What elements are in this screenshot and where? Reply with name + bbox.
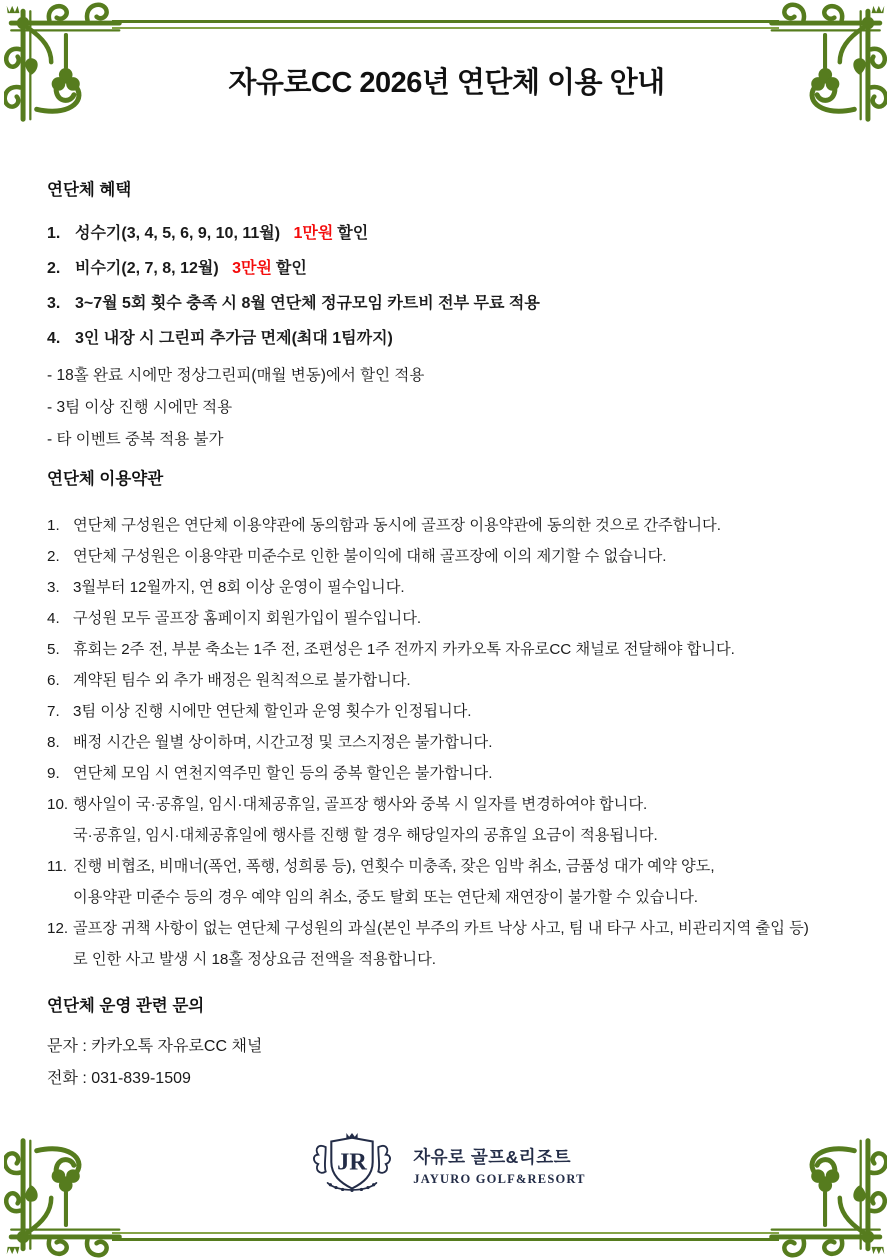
term-line: 골프장 귀책 사항이 없는 연단체 구성원의 과실(본인 부주의 카트 낙상 사고, 팀 내 타구 사고, 비관리지역 출입 등) xyxy=(73,920,809,937)
term-item xyxy=(47,634,846,665)
contact-lines xyxy=(47,1031,846,1095)
page-title: 자유로CC 2026년 연단체 이용 안내 xyxy=(228,67,665,99)
bottom-border-rule-dark xyxy=(112,1238,779,1241)
term-number: 6. xyxy=(47,672,60,689)
benefit-highlight: 3만원 xyxy=(232,260,272,277)
benefit-item-3 xyxy=(47,293,846,315)
term-text xyxy=(73,789,846,851)
benefit-notes xyxy=(47,360,846,456)
term-item xyxy=(47,696,846,727)
term-text: 연단체 구성원은 이용약관 미준수로 인한 불이익에 대해 골프장에 이의 제기할 수 없습니다. xyxy=(73,548,667,565)
term-number: 9. xyxy=(47,765,60,782)
term-number: 5. xyxy=(47,641,60,658)
term-number: 3. xyxy=(47,579,60,596)
benefits-heading: 연단체 혜택 xyxy=(47,181,132,199)
document-content xyxy=(0,60,891,1095)
term-item xyxy=(47,665,846,696)
term-text: 배정 시간은 월별 상이하며, 시간고정 및 코스지정은 불가합니다. xyxy=(73,734,493,751)
benefit-item-2 xyxy=(47,258,846,280)
footer-brand xyxy=(0,1132,891,1198)
benefit-note: - 18홀 완료 시에만 정상그린피(매월 변동)에서 할인 적용 xyxy=(47,367,425,384)
benefit-item-text: 3~7월 5회 횟수 충족 시 8월 연단체 정규모임 카트비 전부 무료 적용 xyxy=(75,295,540,312)
term-number: 12. xyxy=(47,920,69,937)
term-item xyxy=(47,603,846,634)
term-text: 3팀 이상 진행 시에만 연단체 할인과 운영 횟수가 인정됩니다. xyxy=(73,703,472,720)
terms-heading: 연단체 이용약관 xyxy=(47,470,164,488)
benefit-note: - 타 이벤트 중복 적용 불가 xyxy=(47,431,224,448)
contact-kakao-line: 문자 : 카카오톡 자유로CC 채널 xyxy=(47,1038,263,1055)
term-item xyxy=(47,851,846,913)
benefit-item-number: 2. xyxy=(47,260,61,277)
term-number: 1. xyxy=(47,517,60,534)
term-text: 3월부터 12월까지, 연 8회 이상 운영이 필수입니다. xyxy=(73,579,405,596)
term-number: 7. xyxy=(47,703,60,720)
contact-phone-line: 전화 : 031-839-1509 xyxy=(47,1070,191,1087)
term-item xyxy=(47,727,846,758)
jayuro-crest-icon xyxy=(305,1132,399,1198)
term-text: 구성원 모두 골프장 홈페이지 회원가입이 필수입니다. xyxy=(73,610,422,627)
brand-text xyxy=(413,1144,585,1187)
benefit-item-4 xyxy=(47,328,846,350)
term-item xyxy=(47,758,846,789)
term-number: 11. xyxy=(47,858,67,875)
term-text: 연단체 모임 시 연천지역주민 할인 등의 중복 할인은 불가합니다. xyxy=(73,765,493,782)
term-text: 계약된 팀수 외 추가 배정은 원칙적으로 불가합니다. xyxy=(73,672,411,689)
term-line-continued: 이용약관 미준수 등의 경우 예약 임의 취소, 중도 탈회 또는 연단체 재연장이 불가할 수 있습니다. xyxy=(73,889,699,906)
contact-heading: 연단체 운영 관련 문의 xyxy=(47,997,205,1015)
term-text: 연단체 구성원은 연단체 이용약관에 동의함과 동시에 골프장 이용약관에 동의한 것으로 간주합니다. xyxy=(73,517,721,534)
benefit-note: - 3팀 이상 진행 시에만 적용 xyxy=(47,399,233,416)
term-line: 진행 비협조, 비매너(폭언, 폭행, 성희롱 등), 연횟수 미충족, 잦은 임박 취소, 금품성 대가 예약 양도, xyxy=(73,858,715,875)
term-line: 행사일이 국·공휴일, 임시·대체공휴일, 골프장 행사와 중복 시 일자를 변경하여야 합니다. xyxy=(73,796,648,813)
term-item xyxy=(47,789,846,851)
term-number: 10. xyxy=(47,796,69,813)
benefit-item-text: 비수기(2, 7, 8, 12월) xyxy=(75,260,224,277)
term-text xyxy=(73,851,846,913)
benefit-item-number: 4. xyxy=(47,330,61,347)
term-number: 4. xyxy=(47,610,60,627)
crest-monogram: JR xyxy=(337,1148,368,1176)
bottom-border-rule-light xyxy=(112,1232,779,1234)
top-border-rule-light xyxy=(112,27,779,29)
brand-name-english: JAYURO GOLF&RESORT xyxy=(413,1171,586,1186)
benefit-item-1 xyxy=(47,223,846,245)
benefit-item-number: 1. xyxy=(47,225,61,242)
benefit-item-suffix: 할인 xyxy=(337,225,369,242)
benefit-item-text: 3인 내장 시 그린피 추가금 면제(최대 1팀까지) xyxy=(75,330,393,347)
term-number: 2. xyxy=(47,548,60,565)
term-item xyxy=(47,541,846,572)
term-item xyxy=(47,572,846,603)
benefit-item-text: 성수기(3, 4, 5, 6, 9, 10, 11월) xyxy=(75,225,285,242)
benefit-highlight: 1만원 xyxy=(293,225,334,242)
term-line-continued: 국·공휴일, 임시·대체공휴일에 행사를 진행 할 경우 해당일자의 공휴일 요금이 적용됩니다. xyxy=(73,827,658,844)
term-line-continued: 로 인한 사고 발생 시 18홀 정상요금 전액을 적용합니다. xyxy=(73,951,436,968)
benefit-item-number: 3. xyxy=(47,295,61,312)
benefit-item-suffix: 할인 xyxy=(275,260,307,277)
brand-name-korean: 자유로 골프&리조트 xyxy=(413,1146,572,1167)
term-item xyxy=(47,510,846,541)
top-border-rule-dark xyxy=(112,20,779,23)
term-item xyxy=(47,913,846,975)
term-text xyxy=(73,913,846,975)
terms-list xyxy=(47,510,846,975)
term-number: 8. xyxy=(47,734,60,751)
term-text: 휴회는 2주 전, 부분 축소는 1주 전, 조편성은 1주 전까지 카카오톡 자유로CC 채널로 전달해야 합니다. xyxy=(73,641,735,658)
